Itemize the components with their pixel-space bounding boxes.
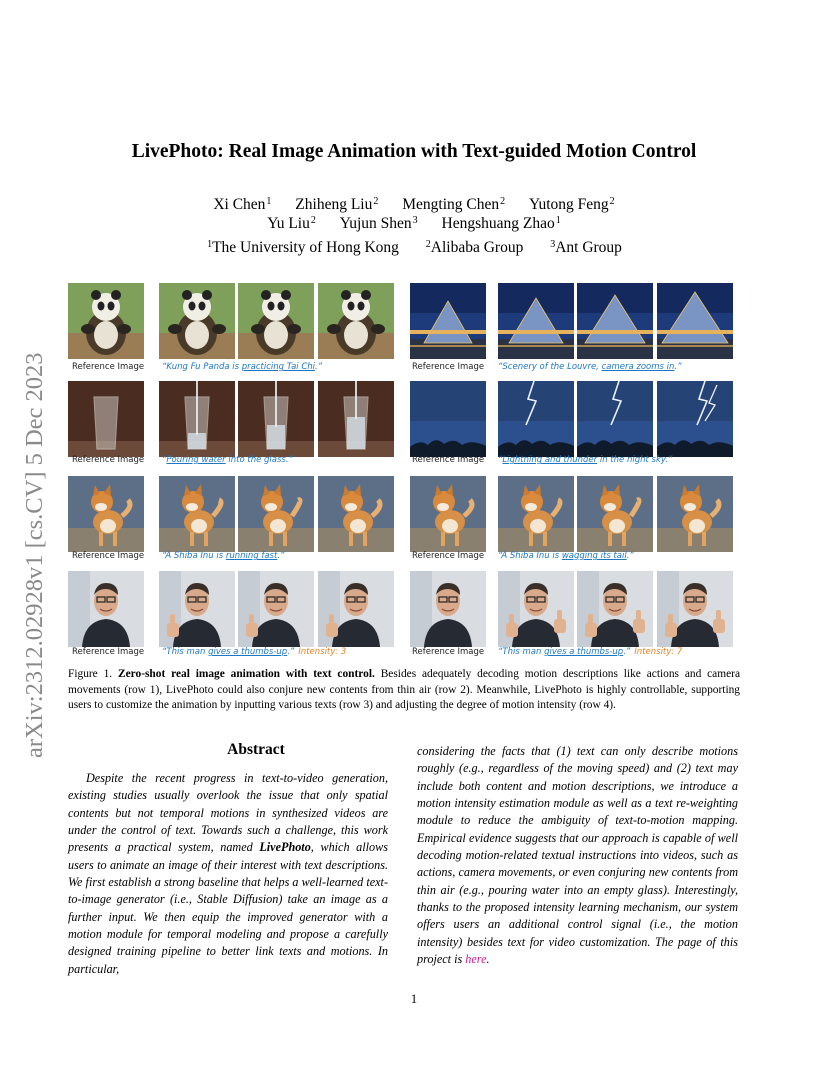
animated-frame bbox=[577, 476, 653, 552]
reference-image bbox=[68, 571, 144, 647]
prompt-caption bbox=[162, 551, 284, 561]
caption-text: Besides adequately decoding motion descriptions like actions and camera movements (row 1), LivePhoto could also conjure new contents from thin air (row 2). Meanwhile, LivePhoto is highly controllable, supporting users to customize the animation by inputting various texts (row 3) and adjusting the degree of motion intensity (row 4). bbox=[68, 668, 740, 711]
prompt-text: into the glass.” bbox=[225, 455, 293, 465]
affiliation: $^3$Ant Group bbox=[550, 239, 622, 256]
prompt-text: “ bbox=[498, 455, 503, 465]
prompt-text: “This man bbox=[162, 647, 209, 657]
prompt-motion-phrase: practicing Tai Chi bbox=[241, 362, 316, 372]
prompt-caption bbox=[498, 551, 634, 561]
caption-bold: Zero-shot real image animation with text control. bbox=[118, 668, 375, 680]
prompt-text: .” bbox=[674, 362, 682, 372]
reference-image bbox=[68, 283, 144, 359]
prompt-motion-phrase: camera zooms in bbox=[601, 362, 675, 372]
abstract-heading: Abstract bbox=[227, 741, 285, 758]
reference-image-label: Reference Image bbox=[412, 551, 485, 561]
animated-frame bbox=[657, 571, 733, 647]
prompt-caption bbox=[498, 647, 682, 657]
prompt-caption bbox=[498, 455, 672, 465]
prompt-caption bbox=[498, 362, 682, 372]
author-line-2 bbox=[0, 215, 828, 233]
author: Yu Liu$^2$ bbox=[267, 215, 316, 232]
author: Zhiheng Liu$^2$ bbox=[295, 196, 379, 213]
prompt-motion-phrase: running fast bbox=[225, 551, 278, 561]
system-name: LivePhoto bbox=[259, 840, 311, 855]
animated-frame bbox=[238, 381, 314, 457]
reference-image bbox=[68, 381, 144, 457]
animated-frame bbox=[318, 283, 394, 359]
animated-frame bbox=[238, 283, 314, 359]
prompt-motion-phrase: Pouring water bbox=[166, 455, 226, 465]
prompt-text: “A Shiba Inu is bbox=[498, 551, 562, 561]
prompt-motion-phrase: gives a thumbs-up bbox=[208, 647, 288, 657]
arxiv-stamp-text: arXiv:2312.02928v1 [cs.CV] 5 Dec 2023 bbox=[21, 352, 48, 758]
animated-frame bbox=[159, 476, 235, 552]
animated-frame bbox=[577, 283, 653, 359]
reference-image bbox=[410, 283, 486, 359]
prompt-text: “A Shiba Inu is bbox=[162, 551, 226, 561]
project-page-link[interactable]: here bbox=[465, 952, 487, 967]
animated-frame bbox=[657, 476, 733, 552]
affiliation: $^2$Alibaba Group bbox=[425, 239, 524, 256]
reference-image bbox=[68, 476, 144, 552]
intensity-label: Intensity: 7 bbox=[634, 647, 683, 657]
reference-image-label: Reference Image bbox=[412, 362, 485, 372]
animated-frame bbox=[577, 381, 653, 457]
animated-frame bbox=[498, 283, 574, 359]
page-number: 1 bbox=[410, 992, 418, 1006]
reference-image bbox=[410, 571, 486, 647]
affiliations bbox=[0, 239, 828, 257]
prompt-motion-phrase: wagging its tail bbox=[561, 551, 627, 561]
prompt-text: “ bbox=[162, 455, 167, 465]
prompt-text: .” bbox=[315, 362, 323, 372]
author: Xi Chen$^1$ bbox=[213, 196, 272, 213]
reference-image bbox=[410, 381, 486, 457]
figure-caption bbox=[68, 667, 740, 714]
animated-frame bbox=[498, 476, 574, 552]
animated-frame bbox=[159, 571, 235, 647]
animated-frame bbox=[159, 283, 235, 359]
animated-frame bbox=[159, 381, 235, 457]
arxiv-stamp bbox=[18, 288, 50, 758]
prompt-caption bbox=[162, 455, 293, 465]
prompt-text: .” bbox=[626, 551, 634, 561]
prompt-text: .” bbox=[277, 551, 285, 561]
prompt-text: in the night sky.” bbox=[597, 455, 673, 465]
reference-image-label: Reference Image bbox=[72, 362, 145, 372]
intensity-label: Intensity: 3 bbox=[298, 647, 347, 657]
prompt-text: “Kung Fu Panda is bbox=[162, 362, 242, 372]
abstract-right-column: considering the facts that (1) text can only describe motions roughly (e.g., regardless of the moving speed) and (2) text may include both content and motion descriptions, we introduce a motion intensity estimation module as well as a text re-weighting module to reduce the ambiguity of text-to-motion mapping. Empirical evidence suggests that our approach is capable of well decoding motion-related textual instructions into videos, such as actions, camera movements, or even conjuring new contents from thin air (e.g., pouring water into an empty glass). Interestingly, thanks to the proposed intensity learning mechanism, our system offers users an additional control signal (i.e., the motion intensity) besides text for video customization. The page of this project is here. bbox=[417, 744, 738, 967]
animated-frame bbox=[657, 381, 733, 457]
reference-image-label: Reference Image bbox=[412, 647, 485, 657]
prompt-text: .” bbox=[287, 647, 295, 657]
prompt-caption bbox=[162, 362, 322, 372]
reference-image-label: Reference Image bbox=[72, 551, 145, 561]
animated-frame bbox=[577, 571, 653, 647]
author: Yujun Shen$^3$ bbox=[339, 215, 418, 232]
reference-image-label: Reference Image bbox=[72, 647, 145, 657]
prompt-text: “Scenery of the Louvre, bbox=[498, 362, 602, 372]
prompt-text: “This man bbox=[498, 647, 545, 657]
teaser-figure bbox=[68, 283, 738, 663]
reference-image-label: Reference Image bbox=[412, 455, 485, 465]
animated-frame bbox=[498, 571, 574, 647]
animated-frame bbox=[318, 571, 394, 647]
animated-frame bbox=[318, 381, 394, 457]
prompt-motion-phrase: Lightning and thunder bbox=[502, 455, 598, 465]
animated-frame bbox=[657, 283, 733, 359]
animated-frame bbox=[318, 476, 394, 552]
author: Mengting Chen$^2$ bbox=[402, 196, 506, 213]
author-line-1 bbox=[0, 196, 828, 214]
prompt-caption bbox=[162, 647, 346, 657]
prompt-motion-phrase: gives a thumbs-up bbox=[544, 647, 624, 657]
prompt-text: .” bbox=[623, 647, 631, 657]
paper-title: LivePhoto: Real Image Animation with Text-guided Motion Control bbox=[131, 141, 697, 162]
affiliation: $^1$The University of Hong Kong bbox=[207, 239, 399, 256]
author: Yutong Feng$^2$ bbox=[528, 196, 615, 213]
author: Hengshuang Zhao$^1$ bbox=[441, 215, 561, 232]
animated-frame bbox=[238, 476, 314, 552]
abstract-left-column: Despite the recent progress in text-to-video generation, existing studies usually overlook the issue that only spatial contents but not temporal motions in synthesized videos are under the control of text. Towards such a challenge, this work presents a practical system, named LivePhoto, which allows users to animate an image of their interest with text descriptions. We first establish a strong baseline that helps a well-learned text-to-image generator (i.e., Stable Diffusion) take an image as a further input. We then equip the improved generator with a motion module for temporal modeling and propose a carefully designed training pipeline to better link texts and motions. In particular, bbox=[68, 771, 389, 976]
caption-label: Figure 1. bbox=[68, 668, 113, 680]
animated-frame bbox=[498, 381, 574, 457]
animated-frame bbox=[238, 571, 314, 647]
reference-image-label: Reference Image bbox=[72, 455, 145, 465]
reference-image bbox=[410, 476, 486, 552]
